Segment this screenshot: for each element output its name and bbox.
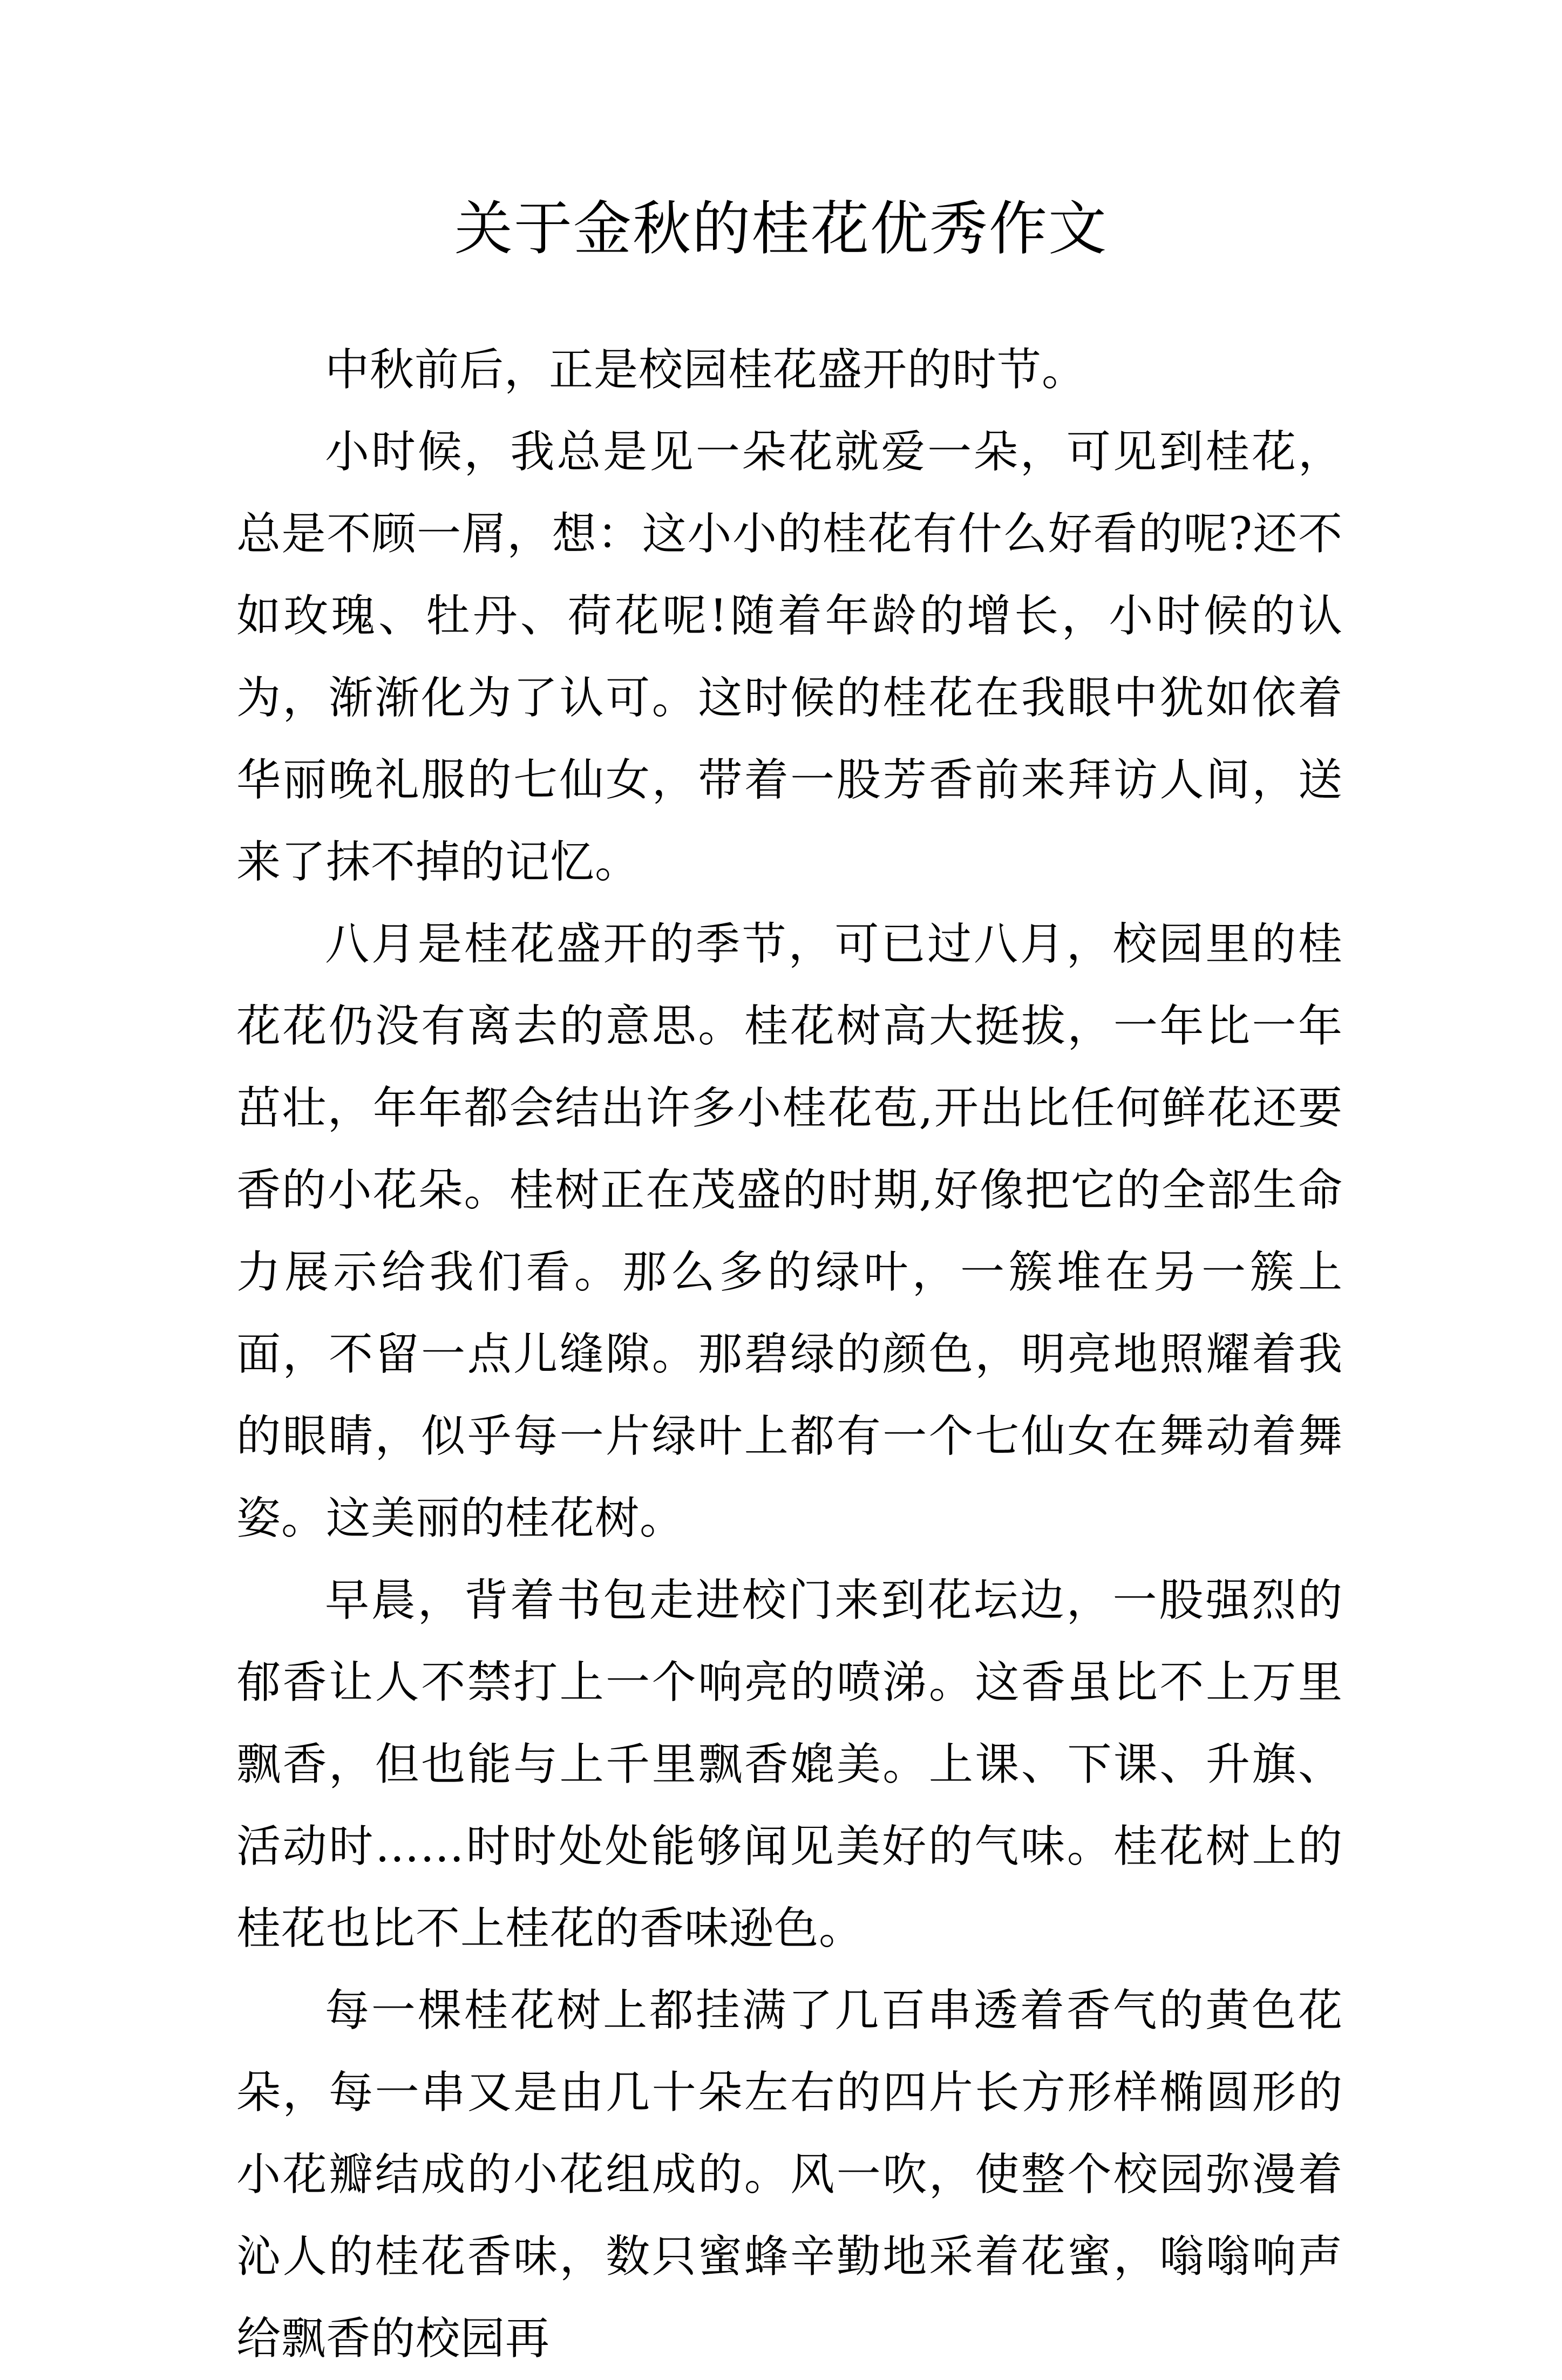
paragraph-4: 早晨，背着书包走进校门来到花坛边，一股强烈的郁香让人不禁打上一个响亮的喷涕。这香虽比不上万里飘香，但也能与上千里飘香媲美。上课、下课、升旗、活动时……时时处处能够闻见美好的气味。桂花树上的桂花也比不上桂花的香味逊色。 — [236, 1575, 1343, 1954]
document-title: 关于金秋的桂花优秀作文 — [454, 195, 1108, 263]
paragraph-3: 八月是桂花盛开的季节，可已过八月，校园里的桂花花仍没有离去的意思。桂花树高大挺拔，一年比一年茁壮，年年都会结出许多小桂花苞,开出比任何鲜花还要香的小花朵。桂树正在茂盛的时期,好像把它的全部生命力展示给我们看。那么多的绿叶，一簇堆在另一簇上面，不留一点儿缝隙。那碧绿的颜色，明亮地照耀着我的眼睛，似乎每一片绿叶上都有一个七仙女在舞动着舞姿。这美丽的桂花树。 — [236, 919, 1343, 1544]
document-body — [236, 329, 1343, 2380]
paragraph-1: 中秋前后，正是校园桂花盛开的时节。 — [325, 344, 1087, 396]
paragraph-2: 小时候，我总是见一朵花就爱一朵，可见到桂花，总是不顾一屑，想：这小小的桂花有什么好看的呢?还不如玫瑰、牡丹、荷花呢!随着年龄的增长，小时候的认为，渐渐化为了认可。这时候的桂花在我眼中犹如依着华丽晚礼服的七仙女，带着一股芳香前来拜访人间，送来了抹不掉的记忆。 — [236, 426, 1343, 888]
paragraph-5: 每一棵桂花树上都挂满了几百串透着香气的黄色花朵，每一串又是由几十朵左右的四片长方形样椭圆形的小花瓣结成的小花组成的。风一吹，使整个校园弥漫着沁人的桂花香味，数只蜜蜂辛勤地采着花蜜，嗡嗡响声给飘香的校园再 — [236, 1985, 1343, 2364]
